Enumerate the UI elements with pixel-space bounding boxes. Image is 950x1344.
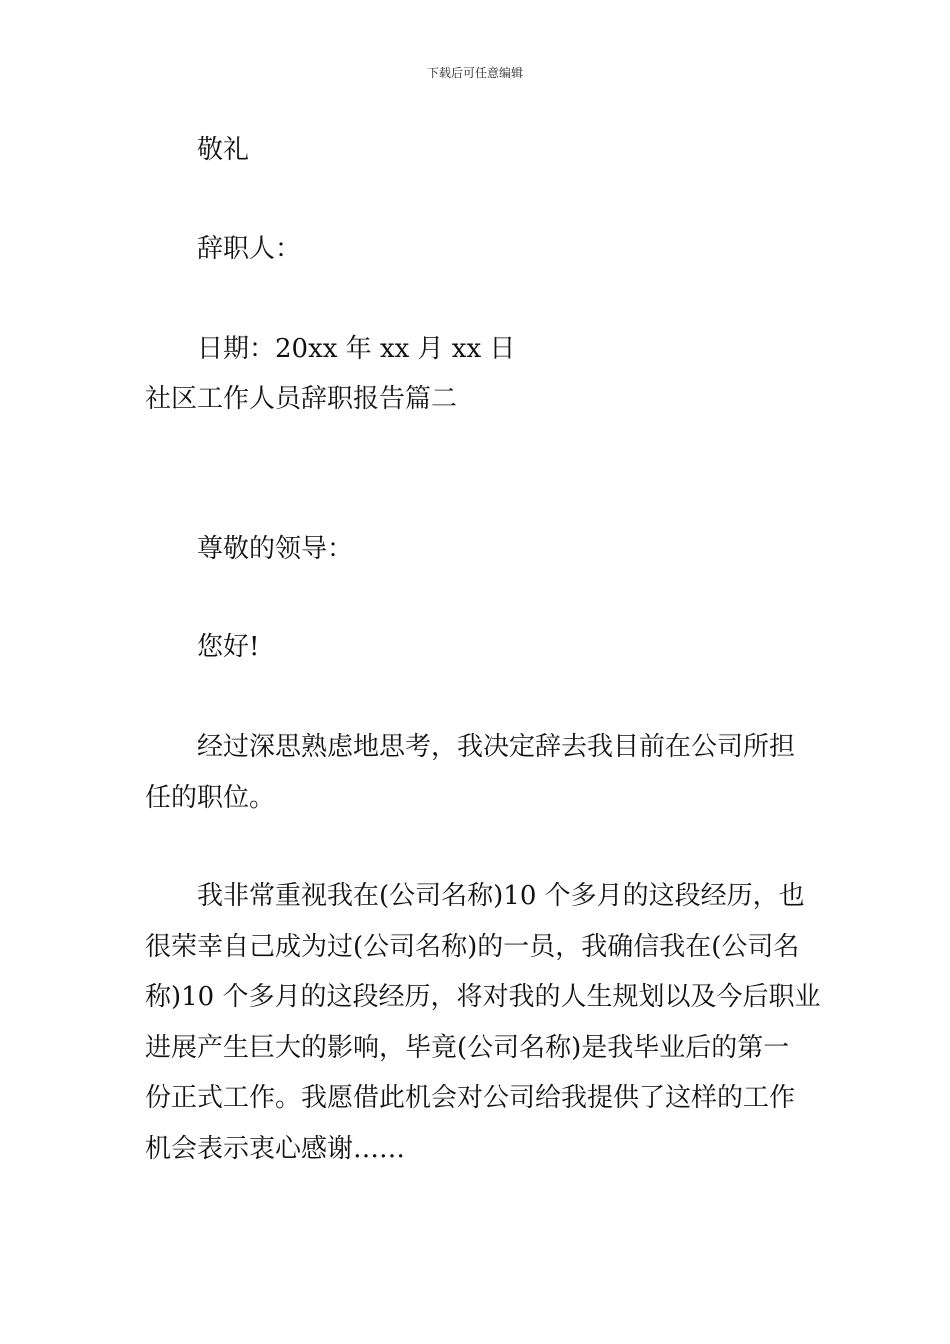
paragraph-line: 机会表示衷心感谢…… xyxy=(145,1133,406,1164)
paragraph-line: 我非常重视我在(公司名称)10 个多月的这段经历，也 xyxy=(197,881,805,911)
paragraph-line: 任的职位。 xyxy=(145,782,276,813)
letter-salutation: 尊敬的领导： xyxy=(197,534,354,564)
paragraph-line: 份正式工作。我愿借此机会对公司给我提供了这样的工作 xyxy=(145,1083,796,1113)
body-paragraph-1 xyxy=(145,722,807,823)
closing-salutation: 敬礼 xyxy=(197,135,250,165)
paragraph-line: 称)10 个多月的这段经历，将对我的人生规划以及今后职业 xyxy=(145,982,821,1012)
page-header-note: 下载后可任意编辑 xyxy=(426,66,523,80)
paragraph-line: 进展产生巨大的影响，毕竟(公司名称)是我毕业后的第一 xyxy=(145,1032,790,1063)
resigner-label: 辞职人： xyxy=(197,234,302,264)
paragraph-line: 经过深思熟虑地思考，我决定辞去我目前在公司所担 xyxy=(197,732,796,762)
paragraph-line: 很荣幸自己成为过(公司名称)的一员，我确信我在(公司名 xyxy=(145,931,800,962)
letter-greeting: 您好! xyxy=(197,632,260,662)
section-title: 社区工作人员辞职报告篇二 xyxy=(145,384,458,414)
body-paragraph-2 xyxy=(145,871,821,1174)
date-line: 日期：20xx 年 xx 月 xx 日 xyxy=(197,334,516,364)
